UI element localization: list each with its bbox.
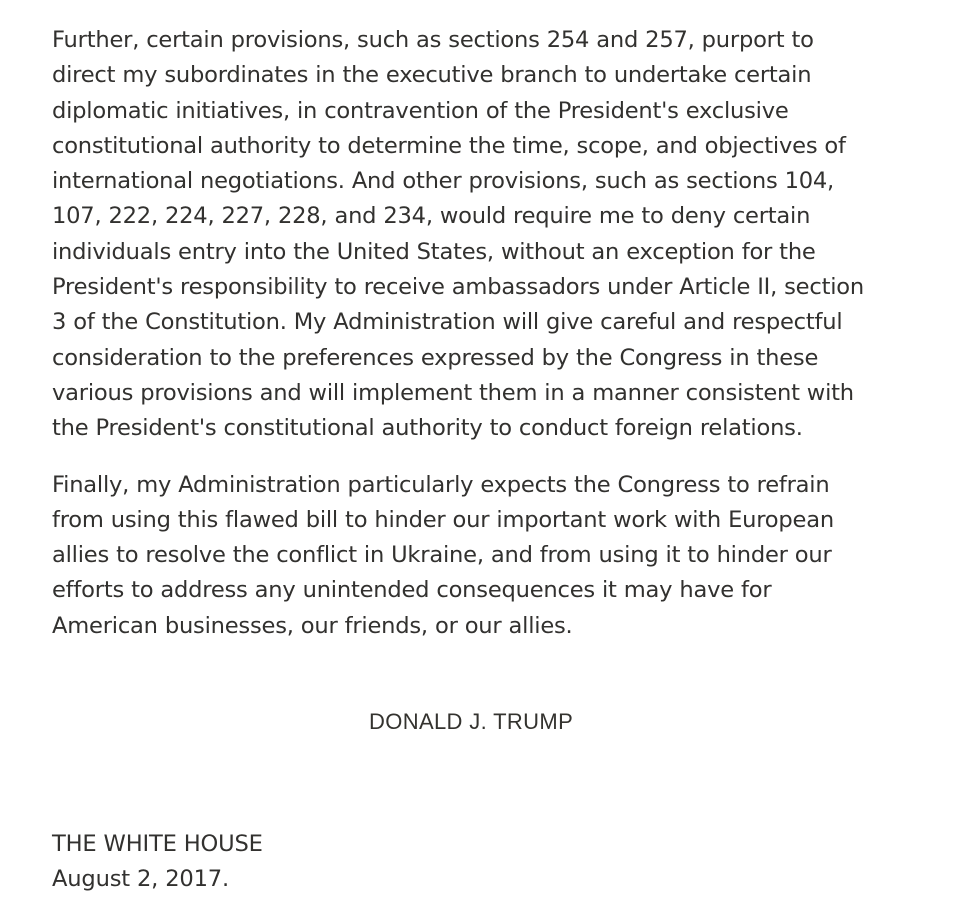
signature-name: DONALD J. TRUMP — [369, 709, 574, 734]
body-paragraph-foreign-relations: Further, certain provisions, such as sections 254 and 257, purport to direct my subordinates in the executive branch to undertake certain diplomatic initiatives, in contravention of the President's exclusive constitutional authority to determine the time, scope, and objectives of international negotiations. And other provisions, such as sections 104, 107, 222, 224, 227, 228, and 234, would require me to deny certain individuals entry into the United States, without an exception for the President's responsibility to receive ambassadors under Article II, section 3 of the Constitution. My Administration will give careful and respectful consideration to the preferences expressed by the Congress in these various provisions and will implement them in a manner consistent with the President's constitutional authority to conduct foreign relations. — [52, 27, 864, 442]
closing-block — [52, 827, 263, 898]
closing-institution: THE WHITE HOUSE — [52, 831, 263, 857]
body-paragraph-congress-expectations: Finally, my Administration particularly expects the Congress to refrain from using this flawed bill to hinder our important work with European allies to resolve the conflict in Ukraine, and from using it to hinder our efforts to address any unintended consequences it may have for American businesses, our friends, or our allies. — [52, 471, 834, 639]
closing-date: August 2, 2017. — [52, 866, 229, 893]
signature-block — [369, 708, 573, 736]
document-body — [52, 23, 878, 644]
